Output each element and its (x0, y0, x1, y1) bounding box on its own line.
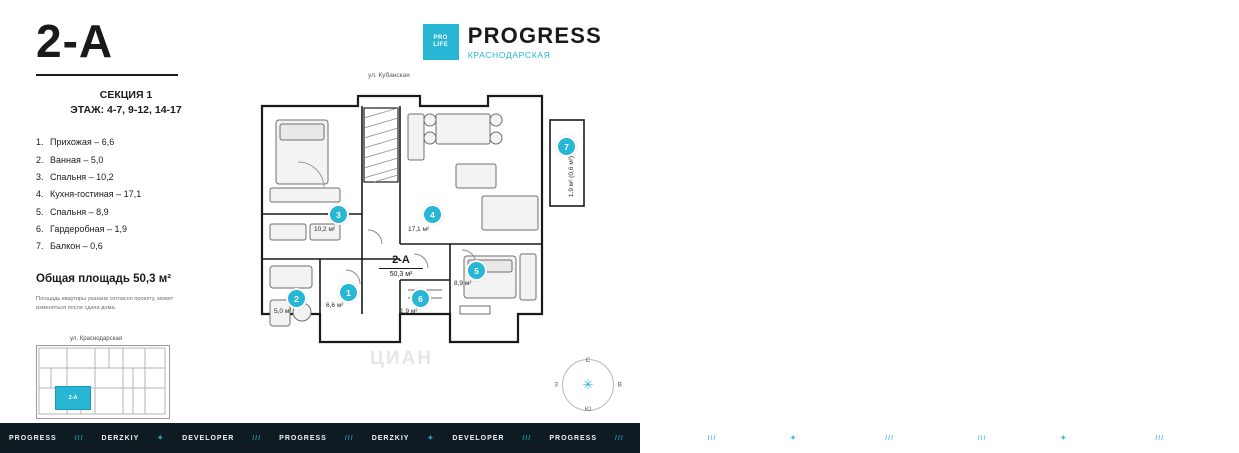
area-label-5: 8,9 м² (454, 280, 472, 287)
floors-label: ЭТАЖ: 4-7, 9-12, 14-17 (70, 104, 182, 117)
marker-6[interactable]: 6 (410, 288, 431, 309)
footer-item: PROGRESS (1182, 434, 1230, 442)
compass-star-icon: ✳ (582, 377, 594, 392)
logo-subtitle: КРАСНОДАРСКАЯ (467, 49, 551, 60)
key-plan-outline (36, 345, 170, 419)
list-item (36, 152, 256, 169)
room-label: Гардеробная – 1,9 (50, 223, 127, 234)
footer-item: /// (74, 434, 84, 442)
area-label-1: 6,6 м² (326, 302, 344, 309)
area-label-2: 5,0 м² (274, 308, 292, 315)
plan-street-label: ул. Кубанская (368, 72, 410, 79)
room-number: 5. (36, 206, 44, 217)
marker-5[interactable]: 5 (466, 260, 487, 281)
footer-item: /// (885, 434, 895, 442)
footer-item: /// (252, 434, 262, 442)
room-label: Ванная – 5,0 (50, 154, 104, 165)
building-key-plan (36, 336, 176, 424)
footer-item: DEVELOPER (182, 434, 235, 442)
room-label: Прихожая – 6,6 (50, 137, 115, 148)
compass-west-label: З (554, 381, 558, 389)
watermark: ЦИАН (370, 348, 433, 369)
brand-logo (423, 24, 602, 60)
marker-1[interactable]: 1 (338, 282, 359, 303)
section-label: СЕКЦИЯ 1 (99, 89, 153, 101)
logo-mark-line1: PRO (433, 34, 448, 41)
apartment-name-block (366, 254, 436, 278)
room-number: 3. (36, 171, 44, 182)
footer-item: DERZKIY (734, 434, 773, 442)
marker-7[interactable]: 7 (556, 136, 577, 157)
footer-item: ✦ (157, 435, 165, 442)
key-plan-highlight[interactable] (55, 386, 91, 410)
room-number: 1. (36, 137, 44, 148)
room-label: Кухня-гостиная – 17,1 (50, 189, 142, 200)
list-item (36, 238, 256, 255)
room-label: Спальня – 10,2 (50, 171, 114, 182)
area-label-6: 1,9 м² (400, 308, 418, 315)
footer-item: ✦ (427, 435, 435, 442)
room-number: 4. (36, 189, 44, 200)
room-number: 7. (36, 241, 44, 252)
logo-name: PROGRESS (467, 22, 602, 48)
footer-item: PROGRESS (549, 434, 598, 442)
footer-brand-bar (0, 423, 1230, 453)
key-plan-street-label: ул. Краснодарская (70, 336, 122, 342)
marker-2[interactable]: 2 (286, 288, 307, 309)
list-item (36, 221, 256, 238)
marker-4[interactable]: 4 (422, 204, 443, 225)
marker-3[interactable]: 3 (328, 204, 349, 225)
footer-item: DERZKIY (101, 434, 140, 442)
footer-item: ✦ (1060, 435, 1068, 442)
room-number: 2. (36, 154, 44, 165)
list-item (36, 169, 256, 186)
footer-item: PROGRESS (641, 434, 690, 442)
list-item (36, 134, 256, 151)
apartment-floorplan (250, 72, 602, 374)
apartment-name-divider (379, 268, 423, 269)
footer-item: /// (1155, 434, 1165, 442)
compass-rose (554, 357, 622, 413)
compass-south-label: Ю (584, 406, 592, 413)
compass-north-label: С (585, 357, 591, 364)
footer-item: /// (344, 434, 354, 442)
footer-item: /// (977, 434, 987, 442)
footer-item: PROGRESS (279, 434, 327, 442)
page-title: 2-А (36, 15, 114, 67)
footer-item: DERZKIY (371, 434, 410, 442)
title-divider (36, 74, 178, 76)
balcony-area-label: 1,9 м² (0,6 м²) (568, 156, 575, 198)
room-label: Спальня – 8,9 (50, 206, 109, 217)
apartment-area: 50,3 м² (389, 271, 413, 278)
logo-mark-icon (423, 24, 459, 60)
footer-item: /// (615, 434, 624, 442)
logo-mark-line2: LIFE (433, 42, 449, 48)
footer-item: DEVELOPER (815, 434, 868, 442)
footer-item: DEVELOPER (452, 434, 505, 442)
compass-east-label: В (617, 381, 622, 389)
area-label-4: 17,1 м² (408, 226, 430, 233)
list-item (36, 186, 256, 203)
disclaimer-note: Площадь квартиры указана согласно проекту, может изменяться после сдачи дома. (36, 296, 174, 312)
footer-item: ✦ (790, 435, 798, 442)
footer-item: /// (522, 434, 532, 442)
apartment-name: 2-А (392, 254, 410, 266)
room-number: 6. (36, 223, 44, 234)
footer-item: DEVELOPER (1085, 434, 1138, 442)
footer-item: /// (707, 434, 717, 442)
footer-item: DERZKIY (1004, 434, 1043, 442)
total-area: Общая площадь 50,3 м² (36, 273, 172, 286)
key-plan-highlight-label: 2-А (68, 395, 78, 401)
footer-item: PROGRESS (9, 434, 57, 442)
info-column (36, 15, 256, 313)
list-item (36, 204, 256, 221)
footer-item: PROGRESS (912, 434, 960, 442)
room-list (36, 134, 256, 255)
room-label: Балкон – 0,6 (50, 241, 103, 252)
area-label-3: 10,2 м² (314, 226, 336, 233)
